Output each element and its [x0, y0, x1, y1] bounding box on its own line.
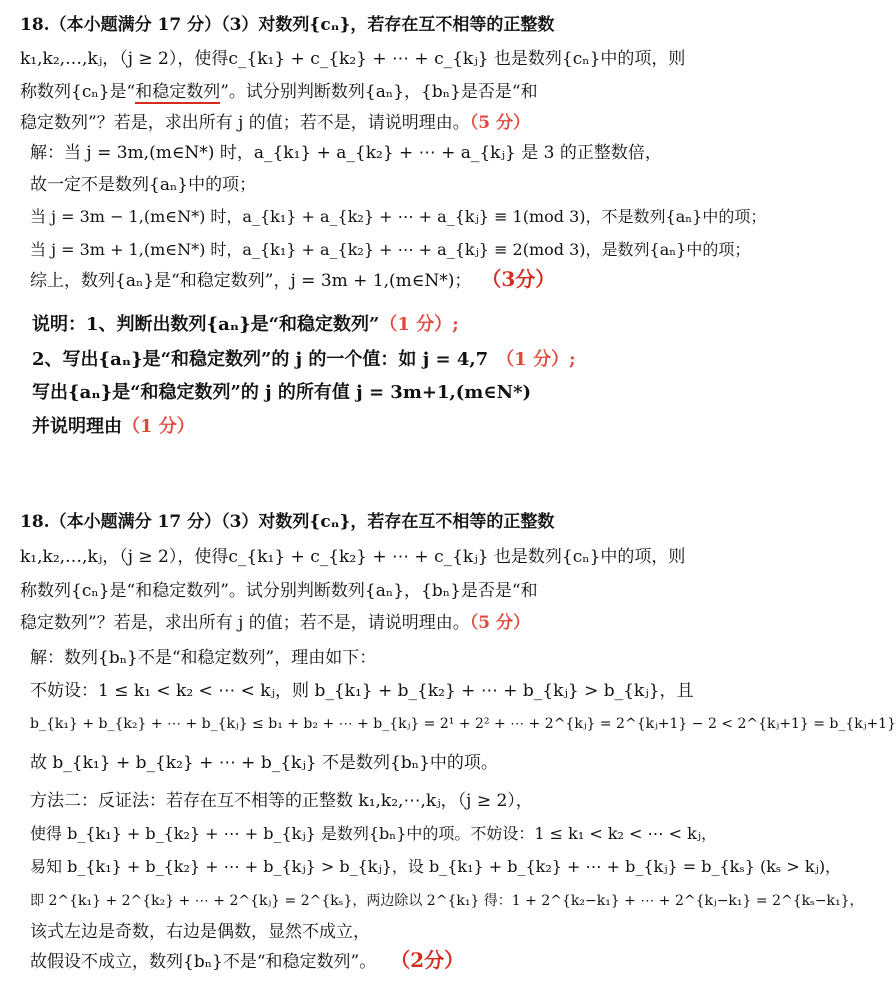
note-line2-points: （1 分）;	[496, 349, 576, 370]
problem2-line4	[20, 612, 530, 634]
note-line4-points: （1 分）	[122, 416, 195, 437]
solution2-line4: 故 b_{k₁} + b_{k₂} + ⋯ + b_{kⱼ} 不是数列{bₙ}中的项。	[30, 753, 498, 773]
note-line2-text: 2、写出{aₙ}是“和稳定数列”的 j 的一个值：如 j = 4,7	[32, 349, 489, 370]
note-line2	[32, 347, 576, 373]
solution2-points: （2分）	[400, 948, 465, 972]
problem1-line3-a: 称数列{cₙ}是“	[20, 82, 136, 102]
solution2-line6: 使得 b_{k₁} + b_{k₂} + ⋯ + b_{kⱼ} 是数列{bₙ}中的项。不妨设：1 ≤ k₁ < k₂ < ⋯ < kⱼ，	[30, 824, 718, 843]
solution2-line5: 方法二：反证法：若存在互不相等的正整数 k₁,k₂,⋯,kⱼ，（j ≥ 2），	[30, 791, 533, 811]
solution1-line3: 当 j = 3m − 1,(m∈N*) 时，a_{k₁} + a_{k₂} + ⋯ + a_{kⱼ} ≡ 1(mod 3)，不是数列{aₙ}中的项；	[30, 207, 767, 226]
note-line1-points: （1 分）;	[379, 314, 459, 335]
solution1-line2: 故一定不是数列{aₙ}中的项；	[30, 175, 257, 195]
problem2-line2: k₁,k₂,…,kⱼ，（j ≥ 2），使得c_{k₁} + c_{k₂} + ⋯ + c_{kⱼ} 也是数列{cₙ}中的项，则	[20, 547, 686, 567]
solution1-conclusion: 综上，数列{aₙ}是“和稳定数列”，j = 3m + 1,(m∈N*)；	[30, 271, 472, 291]
problem1-points: （5 分）	[469, 113, 531, 133]
solution2-line1: 解：数列{bₙ}不是“和稳定数列”，理由如下：	[30, 648, 377, 668]
solution2-line3: b_{k₁} + b_{k₂} + ⋯ + b_{kⱼ} ≤ b₁ + b₂ + ⋯ + b_{kⱼ} = 2¹ + 2² + ⋯ + 2^{kⱼ} = 2^{kⱼ+1} − 2 < 2^{kⱼ+1} = b_{kⱼ+1}	[30, 716, 896, 732]
solution1-line5	[30, 268, 555, 292]
solution2-conclusion: 故假设不成立，数列{bₙ}不是“和稳定数列”。	[30, 952, 377, 972]
note-line1	[32, 312, 459, 338]
note-line4-text: 并说明理由	[32, 416, 122, 437]
solution1-points: （3分）	[491, 267, 556, 291]
note-line3: 写出{aₙ}是“和稳定数列”的 j 的所有值 j = 3m+1,(m∈N*)	[32, 382, 532, 403]
problem1-line4-text: 稳定数列”？若是，求出所有 j 的值；若不是，请说明理由。	[20, 113, 470, 133]
problem2-line1: 18.（本小题满分 17 分）（3）对数列{cₙ}，若存在互不相等的正整数	[20, 512, 555, 532]
note-line1-text: 说明：1、判断出数列{aₙ}是“和稳定数列”	[32, 314, 380, 335]
solution2-line10	[30, 949, 464, 973]
solution1-line1: 解：当 j = 3m,(m∈N*) 时，a_{k₁} + a_{k₂} + ⋯ + a_{kⱼ} 是 3 的正整数倍，	[30, 143, 662, 163]
problem1-line3	[20, 81, 538, 103]
solution1-line4: 当 j = 3m + 1,(m∈N*) 时，a_{k₁} + a_{k₂} + ⋯ + a_{kⱼ} ≡ 2(mod 3)，是数列{aₙ}中的项；	[30, 240, 751, 259]
highlighted-term: 和稳定数列	[135, 82, 221, 102]
problem1-line4	[20, 112, 530, 134]
problem2-points: （5 分）	[469, 613, 531, 633]
problem1-line1: 18.（本小题满分 17 分）（3）对数列{cₙ}，若存在互不相等的正整数	[20, 15, 555, 35]
problem1-line2: k₁,k₂,…,kⱼ，（j ≥ 2），使得c_{k₁} + c_{k₂} + ⋯ + c_{kⱼ} 也是数列{cₙ}中的项，则	[20, 49, 686, 69]
solution2-line2: 不妨设：1 ≤ k₁ < k₂ < ⋯ < kⱼ，则 b_{k₁} + b_{k₂} + ⋯ + b_{kⱼ} > b_{kⱼ}，且	[30, 681, 694, 701]
problem1-line3-c: ”。试分别判断数列{aₙ}，{bₙ}是否是“和	[220, 82, 538, 102]
problem2-line4-text: 稳定数列”？若是，求出所有 j 的值；若不是，请说明理由。	[20, 613, 470, 633]
note-line4	[32, 414, 195, 440]
solution2-line9: 该式左边是奇数，右边是偶数，显然不成立，	[30, 922, 370, 942]
solution2-line7: 易知 b_{k₁} + b_{k₂} + ⋯ + b_{kⱼ} > b_{kⱼ}，设 b_{k₁} + b_{k₂} + ⋯ + b_{kⱼ} = b_{kₛ} (kₛ > kⱼ)，	[30, 857, 842, 876]
problem2-line3: 称数列{cₙ}是“和稳定数列”。试分别判断数列{aₙ}，{bₙ}是否是“和	[20, 581, 538, 601]
solution2-line8: 即 2^{k₁} + 2^{k₂} + ⋯ + 2^{kⱼ} = 2^{kₛ}，两边除以 2^{k₁} 得：1 + 2^{k₂−k₁} + ⋯ + 2^{kⱼ−k₁} = 2^{kₛ−k₁}，	[30, 893, 864, 909]
